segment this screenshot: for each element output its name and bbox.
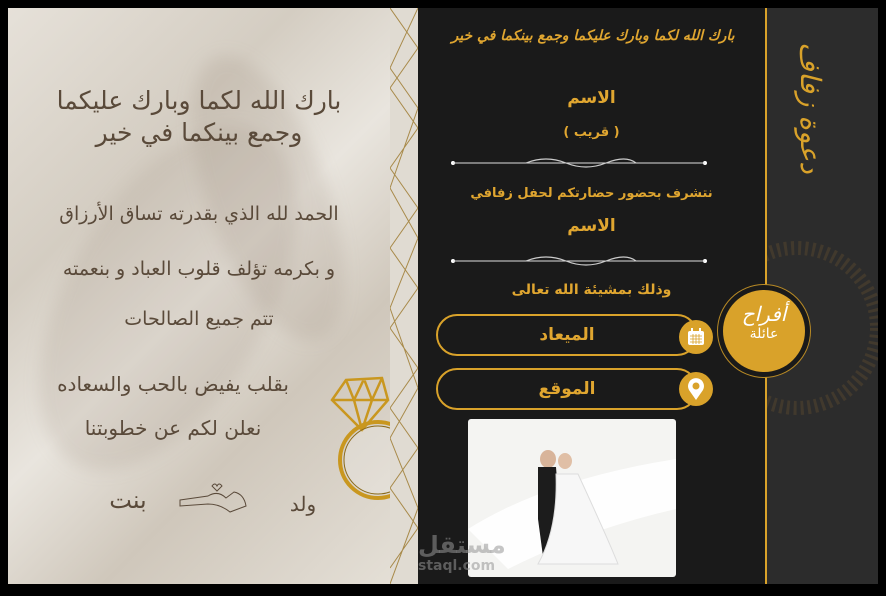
paragraph-line-1: الحمد لله الذي بقدرته تساق الأرزاق (59, 203, 339, 225)
diamond-ring-icon (326, 374, 390, 506)
name-1: الاسم (567, 88, 616, 108)
paragraph-line-2: و بكرمه تؤلف قلوب العباد و بنعمته (62, 258, 336, 280)
location-pin-icon (679, 372, 713, 406)
blessing-line-2: وجمع بينكما في خير (95, 118, 303, 147)
logo-top-text: أفراح (741, 302, 787, 326)
ornamental-divider (451, 256, 707, 266)
header-calligraphy: بارك الله لكما وبارك عليكما وجمع بينكما في خير (451, 28, 735, 44)
location-label: الموقع (538, 379, 596, 399)
invite-text: نتشرف بحضور حضارتكم لحفل زفافي (470, 186, 713, 201)
left-invitation-panel (8, 8, 390, 584)
ornamental-divider (451, 158, 707, 168)
announce-line-1: بقلب يفيض بالحب والسعاده (57, 372, 289, 396)
date-field[interactable] (436, 314, 698, 356)
blessing-line-1: بارك الله لكما وبارك عليكما (56, 86, 342, 115)
family-logo (723, 290, 805, 372)
groom-label: ولد (289, 492, 317, 516)
god-willing-text: وذلك بمشيئة الله تعالى (511, 282, 672, 298)
name-2: الاسم (567, 216, 616, 236)
location-field[interactable] (436, 368, 698, 410)
vertical-title: دعوة زفاف (794, 42, 827, 174)
logo-bottom-text: عائلة (749, 326, 779, 342)
holding-hands-icon (178, 480, 250, 516)
watermark: مستقل staql.com (418, 531, 506, 574)
center-invitation-panel (418, 8, 765, 584)
announce-line-2: نعلن لكم عن خطوبتنا (84, 416, 262, 440)
paragraph-line-3: تتم جميع الصالحات (124, 308, 274, 330)
calendar-icon (679, 320, 713, 354)
geometric-border-strip (390, 8, 418, 584)
bride-label: بنت (109, 486, 147, 514)
date-label: الميعاد (539, 325, 595, 345)
relation: ( قريب ) (563, 125, 620, 140)
